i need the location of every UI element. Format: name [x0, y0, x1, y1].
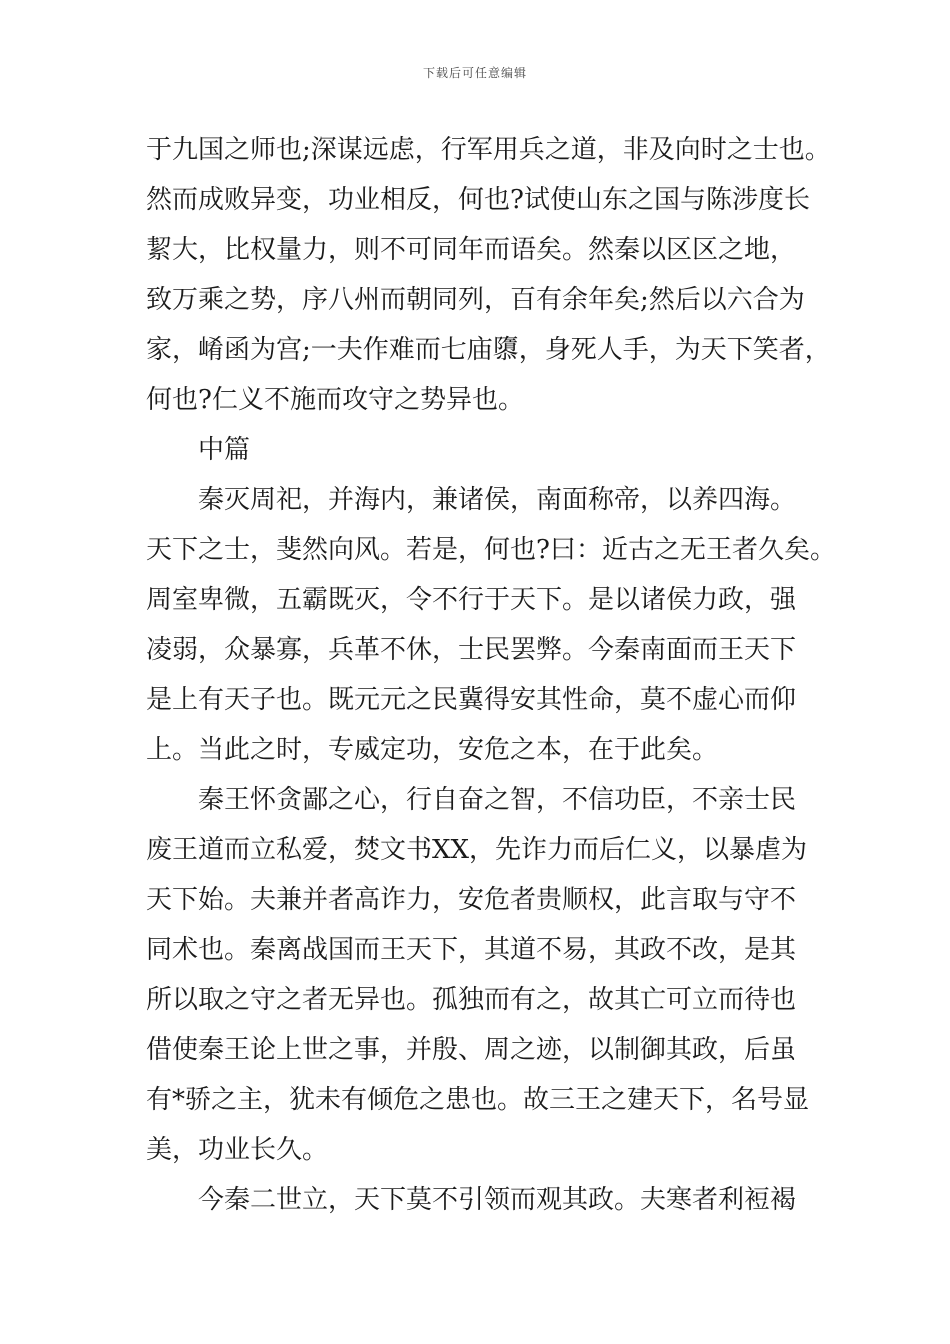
- text-line: 借使秦王论上世之事，并殷、周之迹，以制御其政，后虽: [146, 1035, 797, 1065]
- text-line: 所以取之守之者无异也。孤独而有之，故其亡可立而待也: [146, 985, 797, 1015]
- text-line: 天下之士，斐然向风。若是，何也?曰：近古之无王者久矣。: [146, 535, 836, 565]
- text-line: 何也?仁义不施而攻守之势异也。: [146, 385, 524, 415]
- page-header: 下载后可任意编辑: [422, 66, 527, 80]
- text-line: 有*骄之主，犹未有倾危之患也。故三王之建天下，名号显: [146, 1085, 810, 1115]
- paragraph-start-line: 今秦二世立，天下莫不引领而观其政。夫寒者利裋褐: [198, 1185, 797, 1215]
- section-heading: 中篇: [198, 435, 251, 465]
- paragraph-start-line: 秦灭周祀，并海内，兼诸侯，南面称帝，以养四海。: [198, 485, 797, 515]
- text-line: 天下始。夫兼并者高诈力，安危者贵顺权，此言取与守不: [146, 885, 797, 915]
- text-line: 于九国之师也;深谋远虑，行军用兵之道，非及向时之士也。: [146, 135, 831, 165]
- text-line: 絜大，比权量力，则不可同年而语矣。然秦以区区之地，: [146, 235, 797, 265]
- text-line: 是上有天子也。既元元之民冀得安其性命，莫不虚心而仰: [146, 685, 797, 715]
- paragraph-start-line: 秦王怀贪鄙之心，行自奋之智，不信功臣，不亲士民: [198, 785, 797, 815]
- text-line: 上。当此之时，专威定功，安危之本，在于此矣。: [146, 735, 719, 765]
- text-line: 废王道而立私爱，焚文书XX，先诈力而后仁义，以暴虐为: [146, 835, 808, 865]
- text-line: 周室卑微，五霸既灭，令不行于天下。是以诸侯力政，强: [146, 585, 797, 615]
- text-line: 同术也。秦离战国而王天下，其道不易，其政不改，是其: [146, 935, 797, 965]
- document-body: [146, 125, 836, 1225]
- text-line: 凌弱，众暴寡，兵革不休，士民罢弊。今秦南面而王天下: [146, 635, 797, 665]
- text-line: 然而成败异变，功业相反，何也?试使山东之国与陈涉度长: [146, 185, 810, 215]
- text-line: 致万乘之势，序八州而朝同列，百有余年矣;然后以六合为: [146, 285, 805, 315]
- text-line: 家，崤函为宫;一夫作难而七庙隳，身死人手，为天下笑者，: [146, 335, 831, 365]
- text-line: 美，功业长久。: [146, 1135, 329, 1165]
